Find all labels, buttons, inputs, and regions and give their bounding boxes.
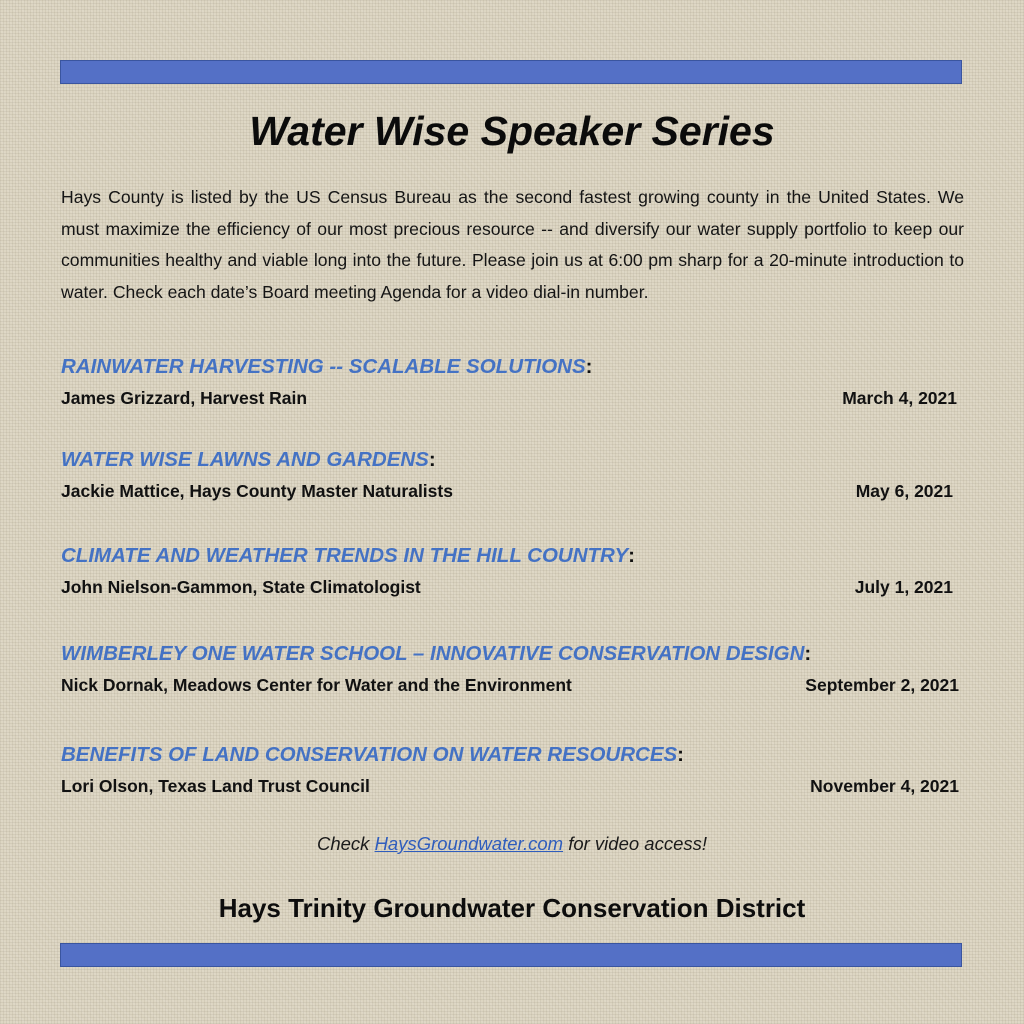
talk-topic-colon: : [428,448,436,471]
video-access-prefix: Check [316,833,375,854]
talk-topic-colon: : [628,544,635,567]
bottom-banner-bar [60,943,962,967]
talk-speaker: James Grizzard, Harvest Rain [61,388,308,408]
talk-topic-text: WATER WISE LAWNS AND GARDENS [61,448,429,471]
intro-paragraph: Hays County is listed by the US Census Bureau as the second fastest growing county in the United States. We must maximize the efficiency of our most precious resource -- and diversify our water supply portfolio to keep our communities healthy and viable long into the future. Please join us at 6:00 pm sharp for a 20-minute introduction to water. Check each date’s Board meeting Agenda for a video dial-in number. [61,187,964,302]
talk-speaker: Nick Dornak, Meadows Center for Water and the Environment [61,675,572,695]
talk-details [61,478,961,504]
talk-date: November 4, 2021 [810,776,959,796]
talk-topic-text: BENEFITS OF LAND CONSERVATION ON WATER RESOURCES [61,743,678,766]
website-link[interactable]: HaysGroundwater.com [374,833,564,854]
talk-item [61,446,961,504]
talk-topic-text: RAINWATER HARVESTING -- SCALABLE SOLUTIONS [61,355,586,378]
talk-topic-text: CLIMATE AND WEATHER TRENDS IN THE HILL COUNTRY [61,544,629,567]
talk-topic-colon: : [677,743,684,766]
talk-item [61,542,961,600]
talk-topic-colon: : [804,642,812,665]
talk-details [61,773,961,799]
talk-date: May 6, 2021 [855,481,953,501]
talk-item [61,640,961,698]
talk-date: July 1, 2021 [854,577,953,597]
talk-topic [61,353,961,381]
talk-date: September 2, 2021 [805,675,959,695]
talk-speaker: John Nielson-Gammon, State Climatologist [61,577,421,597]
talk-speaker: Lori Olson, Texas Land Trust Council [61,776,370,796]
talk-topic [61,542,961,570]
organization-name: Hays Trinity Groundwater Conservation District [218,893,806,923]
talk-topic-text: WIMBERLEY ONE WATER SCHOOL – INNOVATIVE CONSERVATION DESIGN [61,642,805,665]
talk-item [61,741,961,799]
video-access-suffix: for video access! [563,833,708,854]
page-title: Water Wise Speaker Series [249,108,775,154]
talk-speaker: Jackie Mattice, Hays County Master Naturalists [61,481,453,501]
talk-details [61,385,961,411]
talk-details [61,574,961,600]
talk-topic [61,640,961,668]
talk-item [61,353,961,411]
talk-topic [61,741,961,769]
talk-date: March 4, 2021 [842,388,957,408]
top-banner-bar [60,60,962,84]
talk-topic [61,446,961,474]
video-access-note [0,833,1024,855]
talk-details [61,672,961,698]
talk-topic-colon: : [585,355,593,378]
